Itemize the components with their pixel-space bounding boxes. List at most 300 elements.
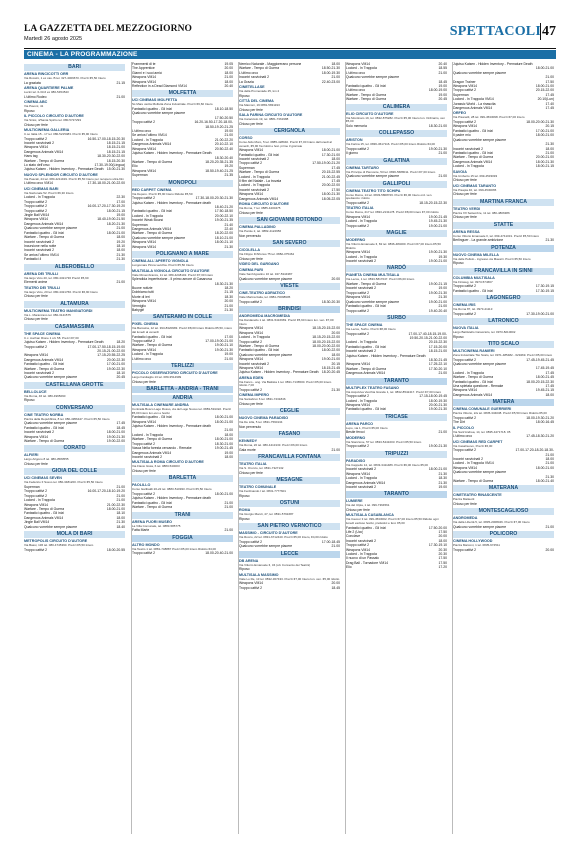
showtimes: 18.30-21.45 bbox=[428, 357, 447, 362]
film-title: Chiuso per ferie bbox=[239, 256, 263, 261]
showtimes bbox=[338, 122, 340, 126]
cinema-address: La Villa Comunale, tel. 0883-585775 bbox=[132, 523, 181, 528]
cinema-address: Via Roma, 7 tel. 0885-4200475 bbox=[239, 206, 281, 211]
cinema-address: Ss Mare uscita Molfetta Zona Industriale. Prezzi €6,60 Intero bbox=[132, 102, 213, 107]
film-title: Fantastici quattro - Gli inizi bbox=[453, 379, 493, 384]
showtimes: 19.00 bbox=[116, 213, 125, 218]
listings-column-4 bbox=[345, 62, 447, 834]
film-title: Warfare - Tempo di Guerra bbox=[453, 479, 494, 484]
film-title: Jujutsu Kaisen - Hidden Inventory - Premature death bbox=[132, 496, 211, 501]
film-title: Locked - In Trappola bbox=[346, 476, 377, 481]
showtime-row bbox=[132, 380, 233, 384]
showtimes: 16.20-16.50-17.20-18.00- bbox=[194, 120, 233, 125]
film-title: L'ultimo orco bbox=[453, 434, 473, 439]
showtimes bbox=[552, 502, 554, 506]
film-title: Solo memoria bbox=[346, 123, 367, 128]
city-heading: GIOIA DEL COLLE bbox=[24, 468, 125, 475]
film-title: Weapons VM14 bbox=[346, 214, 371, 219]
showtimes: 18.15-21.00 bbox=[428, 349, 447, 354]
showtime-row bbox=[239, 567, 340, 571]
film-title: Weapons VM14 bbox=[346, 547, 371, 552]
city-heading: ANDRIA bbox=[132, 395, 233, 402]
city-heading: GALATINA bbox=[346, 158, 447, 165]
film-title: Troppo cattivi 2 bbox=[132, 491, 156, 496]
film-title: Jingle Ball VM14 bbox=[24, 520, 50, 525]
city-heading: GALLIPOLI bbox=[346, 181, 447, 188]
showtimes: 18.15-21.15 bbox=[106, 149, 125, 154]
showtimes: 21.00 bbox=[545, 75, 554, 80]
cinema-name: UCI CINEMAS SEVEN bbox=[24, 476, 62, 481]
film-title: Weapons VM14 bbox=[24, 502, 49, 507]
film-title: Life 2 (Ucc) bbox=[346, 530, 364, 534]
cinema-name: CINE-TEATRO ADRIATICO bbox=[239, 291, 286, 296]
showtimes: 17.00-17.20-18.20-18.30- bbox=[515, 448, 554, 453]
showtimes: 17.50 bbox=[331, 187, 340, 192]
cinema-name: RED CARPET CINEMA bbox=[132, 187, 172, 192]
showtimes bbox=[338, 94, 340, 98]
film-title: Locked - In Trappola bbox=[346, 254, 377, 259]
cinema-name: ROMA bbox=[239, 508, 251, 513]
showtimes bbox=[338, 211, 340, 215]
film-title: Chiuso per ferie bbox=[239, 121, 263, 126]
cinema-name: NUOVO CINEMA MILELLA bbox=[453, 252, 499, 257]
cinema-address: Via Pavoni, 41 bbox=[24, 104, 44, 108]
publication-name: LA GAZZETTA DEL MEZZOGIORNO bbox=[24, 24, 193, 34]
cinema-address: Via Santabrun 6 tel. 0831-7231846 bbox=[239, 397, 286, 402]
film-title: L'ultimo Rodeo bbox=[24, 94, 47, 99]
showtimes: 18.00-21.00 bbox=[106, 230, 125, 235]
city-heading: FOGGIA bbox=[132, 535, 233, 542]
showtimes: 20.00-22.30 bbox=[106, 357, 125, 362]
listings-column-1 bbox=[24, 62, 125, 834]
city-heading: LECCE bbox=[239, 551, 340, 558]
film-title: Troppo cattivi 2 bbox=[346, 444, 370, 449]
film-title: Qualcuno vorrebbe sempre piacere bbox=[453, 470, 507, 475]
showtime-row bbox=[346, 565, 447, 569]
showtime-row bbox=[132, 551, 233, 555]
showtimes: 18.00-21.40 bbox=[535, 479, 554, 484]
city-heading: POLIGNANO A MARE bbox=[132, 251, 233, 258]
cinema-name: ARENA FUORI MUSEO bbox=[132, 519, 173, 524]
film-title: Una spietata questione - Remake bbox=[453, 383, 504, 388]
cinema-address: Via Roma 87, tel. 0973-21113 bbox=[453, 306, 493, 311]
section-title: SPETTACOLI bbox=[449, 24, 541, 39]
cinema-address: Via Pisanelli, 28 tel. 099-4533098. Prezzi €7,00 Intero bbox=[453, 115, 525, 120]
showtimes: 17.45 bbox=[331, 165, 340, 170]
film-title: Warfare - Tempo di Guerra bbox=[239, 343, 280, 348]
film-title: Fantastici quattro - Gli inizi bbox=[453, 288, 493, 293]
city-heading: TERLIZZI bbox=[132, 363, 233, 370]
showtimes: 17.30-19.00-21.00 bbox=[526, 311, 554, 316]
film-title: Jingle Ball VM14 bbox=[24, 213, 50, 218]
showtimes: 18.20-20.35-21.35 bbox=[205, 159, 233, 164]
city-heading: TITO SCALO bbox=[453, 341, 554, 348]
film-title: Weapons VM14 bbox=[453, 84, 478, 89]
film-title: Qualcuno vorrebbe sempre piacere bbox=[453, 525, 507, 530]
cinema-name: KENNEDY bbox=[239, 439, 258, 444]
cinema-address: Via Giorgio Manzi, 47, tel. 0831-5791687 bbox=[239, 512, 294, 517]
showtimes: 19.00-21.30 bbox=[214, 347, 233, 352]
cinema-address: Via del Ulpia, 1 tel. 099-7364561 bbox=[346, 503, 390, 508]
cinema-address: Via Pascali, 24 tel. 080-4211919. Prezzi €5,50 Intero per recupero ultra-film bbox=[24, 176, 124, 181]
film-title: The Apprentice bbox=[132, 66, 155, 71]
showtimes bbox=[123, 398, 125, 402]
film-title: Vasca Nella foresta cercando - Remake bbox=[132, 446, 192, 451]
showtimes: 22.30 bbox=[116, 195, 125, 200]
film-title: Dangerous Animals VM14 bbox=[132, 450, 172, 455]
showtime-row bbox=[453, 178, 554, 182]
showtime-row bbox=[132, 469, 233, 473]
film-title: Qualcuno vorrebbe sempre piacere bbox=[239, 276, 293, 281]
showtimes: 18.05-22.05 bbox=[321, 196, 340, 201]
showtimes: 17.00-21.00 bbox=[106, 362, 125, 367]
cinema-name: MASSIMO - CIRCUITO D'AUTORE bbox=[239, 531, 298, 536]
showtimes: 19.00-21.30 bbox=[428, 290, 447, 295]
film-title: Conclave bbox=[346, 534, 361, 539]
cinema-name: ARENA RINCICOTTI ORR bbox=[24, 72, 69, 76]
showtimes: 17.45 bbox=[545, 383, 554, 388]
film-title: Jujutsu Kaisen - Hidden Inventory - Premature Death bbox=[239, 370, 319, 375]
city-heading: SURBO bbox=[346, 315, 447, 322]
showtimes: 21.00 bbox=[224, 528, 233, 533]
film-title: Fantastici quattro - Gli inizi bbox=[239, 152, 279, 157]
film-title: Jujutsu Kaisen - Hidden Inventory - Premature death bbox=[132, 200, 211, 205]
showtimes: 17.00-17.40-18.15-19.00- bbox=[408, 331, 447, 336]
film-title: Troppo cattivi 2 bbox=[346, 394, 370, 399]
film-title: Qualcuno vorrebbe sempre piacere bbox=[239, 544, 293, 549]
showtimes bbox=[338, 257, 340, 261]
film-title: Superman bbox=[132, 173, 148, 178]
showtime-row bbox=[239, 234, 340, 238]
cinema-address: Viale Marina Italia, tel. 0884-70098905 bbox=[239, 295, 291, 300]
showtimes: 18.20 bbox=[116, 340, 125, 345]
cinema-address: Via Lecce, 1 tel. 0833-5817047. Prezzi €6,00 Intero bbox=[346, 277, 415, 282]
showtimes: 21.00 bbox=[224, 303, 233, 308]
showtimes: 18.00 bbox=[545, 392, 554, 397]
film-title: Weapons VM14 bbox=[346, 471, 371, 476]
issue-date: Martedì 26 agosto 2025 bbox=[24, 36, 83, 42]
city-heading: TRICASE bbox=[346, 414, 447, 421]
film-title: Babygirl bbox=[132, 308, 145, 313]
city-heading: OSTUNI bbox=[239, 500, 340, 507]
showtimes: 18.00-20.00-22.00 bbox=[312, 343, 340, 348]
film-title: Chiuso per ferie bbox=[24, 294, 48, 299]
showtimes bbox=[338, 471, 340, 475]
showtimes: 18.00-20.40-21.00 bbox=[205, 551, 233, 556]
cinema-address: Via Stanzione, 57 tel. 0833-5441003. Prezzi €5,50 Intero bbox=[346, 439, 422, 444]
showtimes: 17.45-18.30-21.20 bbox=[526, 434, 554, 439]
film-title: Qualcuno vorrebbe sempre piacere bbox=[239, 352, 293, 357]
showtimes: 18.10 bbox=[116, 243, 125, 248]
city-heading: POLICORO bbox=[453, 531, 554, 538]
film-title: Locked - In Trappola bbox=[239, 183, 270, 188]
cinema-name: ROMA CIRCUITO D'AUTORE bbox=[239, 202, 289, 207]
film-title: Locked - In Trappola bbox=[453, 164, 484, 169]
film-title: Troppo cattivi 2 bbox=[239, 299, 263, 304]
cinema-address: Via Acquiviva Vecchia Grande 1, tel. 0832-8542417. Prezzi €7,00 Intero bbox=[346, 389, 442, 394]
city-heading: CASAMASSIMA bbox=[24, 324, 125, 331]
film-title: Incontri ravvicinati 2 bbox=[24, 239, 54, 244]
cinema-name: CINE TEATRO NORBA bbox=[24, 412, 64, 417]
page-number: 47 bbox=[542, 24, 556, 39]
film-title: Troppo cattivi 2 bbox=[24, 199, 48, 204]
showtime-row bbox=[24, 462, 125, 466]
showtime-row bbox=[346, 371, 447, 375]
cinema-address: Via Marconi, 19 0881-5831193 bbox=[239, 103, 280, 108]
city-heading: TARANTO bbox=[346, 491, 447, 498]
film-title: Troppo cattivi 2 bbox=[453, 311, 477, 316]
city-heading: BARLETTA bbox=[132, 475, 233, 482]
film-title: Warfare - Tempo di Guerra bbox=[132, 159, 173, 164]
film-title: Dragon Trainer bbox=[453, 79, 476, 84]
film-title: Weapons VM14 bbox=[346, 402, 371, 407]
showtimes: 17.40 bbox=[545, 101, 554, 106]
film-title: Elementi anime bbox=[24, 280, 48, 285]
film-title: Warfare - Tempo di Guerra bbox=[132, 505, 173, 510]
film-title: Troppo cattivi 2 bbox=[346, 543, 370, 548]
film-title: Fantastici quattro - Gli inizi bbox=[239, 348, 279, 353]
cinema-address: Via Dardanello 1 tel. 0831-5416969. Prezzi €5,90 Intero lun. ven. €7,00 Intero bbox=[239, 318, 334, 326]
film-title: Troppo cattivi 2 bbox=[453, 448, 477, 453]
film-title: Troppo cattivi 2 bbox=[453, 415, 477, 420]
showtimes: 18.15-20.15-22.00 bbox=[312, 326, 340, 331]
showtimes: 18.40 bbox=[116, 524, 125, 529]
showtime-row bbox=[132, 84, 233, 88]
showtimes: 18.55 bbox=[438, 66, 447, 71]
cinema-address: Largo Battistello Caracciolo, tel. 0973-8210002 bbox=[453, 329, 516, 334]
city-heading: CALIMERA bbox=[346, 104, 447, 111]
cinema-name: ANDROMEDA bbox=[453, 516, 478, 521]
film-title: Qualcuno vorrebbe sempre piacere bbox=[453, 361, 507, 366]
showtimes bbox=[552, 215, 554, 219]
film-title: Weapons VM14 bbox=[346, 250, 371, 255]
film-title: Dangerous Animals VM14 bbox=[132, 142, 172, 147]
film-title: Weapons VM14 bbox=[239, 148, 264, 153]
cinema-name: CINEMA IMPERO bbox=[239, 393, 269, 398]
film-title: Locked - In Trappola bbox=[132, 432, 163, 437]
film-title: Fantastici quattro - Gli inizi bbox=[132, 107, 172, 112]
cinema-name: MODERNO bbox=[346, 238, 366, 243]
film-title: Riposo bbox=[24, 398, 35, 403]
showtimes: 20.15-22.55 bbox=[321, 170, 340, 175]
cinema-name: ARENA EDEN bbox=[239, 375, 264, 380]
cinema-name: CINEMA PALLADINO bbox=[239, 225, 276, 230]
film-title: Troppo cattivi 2 bbox=[453, 284, 477, 289]
cinema-address: Largo Fardiaglio 13 tel. 080-3514999 bbox=[132, 375, 182, 380]
film-title: Warfare - Tempo di Guerra bbox=[24, 235, 65, 240]
cinema-name: CINEMA TEATRO TITO SCHIPA bbox=[346, 188, 401, 193]
film-title: Frammenti di te bbox=[132, 62, 156, 66]
film-title: Chiuso per ferie bbox=[132, 379, 156, 384]
cinema-address: Via Sant'Andrea, 14, tel. 0835-4471718. 05 bbox=[453, 429, 511, 434]
showtimes: 17.50-19.00-21.20 bbox=[312, 161, 340, 166]
city-heading: SAN PIETRO VERNOTICO bbox=[239, 523, 340, 530]
film-title: Warfare - Tempo di Guerra bbox=[132, 437, 173, 442]
film-title: Splendida imperfezione - Il primo amore di Casanova bbox=[132, 277, 212, 282]
showtimes: 21.00 bbox=[438, 304, 447, 309]
showtimes: 17.30-18.00-20.30-21.30 bbox=[195, 196, 233, 201]
film-title: Incontri ravvicinati 2 bbox=[24, 248, 54, 253]
film-title: Non pervenuto bbox=[239, 424, 262, 429]
film-title: Incontri ravvicinati 2 bbox=[24, 370, 54, 375]
showtimes: 18.20-20.45 bbox=[321, 370, 340, 375]
film-title: Warfare - Tempo di Guerra bbox=[239, 170, 280, 175]
film-title: Weapons VM14 bbox=[453, 388, 478, 393]
showtimes: 19.50-20.15-21.00-22.00 bbox=[409, 335, 447, 340]
cinema-address: Corso Roma, 217 tel. 0833-2131178. Prezzi €8,00 Intero €7,00 ridotto bbox=[346, 210, 439, 215]
showtimes: 20.10-22.10 bbox=[214, 142, 233, 147]
cinema-address: Via Bassi, 136 tel. 080-4745390. Prezzi €5,50 Intero bbox=[24, 543, 94, 548]
showtimes: 18.00 bbox=[545, 146, 554, 151]
film-title: Fantastici quattro - Gli inizi bbox=[346, 304, 386, 309]
showtimes: 19.00-21.35 bbox=[214, 218, 233, 223]
cinema-address: Via Casalnuovo, Prezzi €6,00 bbox=[453, 443, 493, 448]
cinema-name: CITTÀ DEL CINEMA bbox=[239, 99, 274, 104]
cinema-address: Via Depero. Prezzi €5,90 Intero Ridotto €5,50 bbox=[132, 191, 193, 196]
showtime-row bbox=[132, 357, 233, 361]
showtimes: 21.30 bbox=[438, 295, 447, 300]
showtimes: 20.10(Lun) bbox=[537, 97, 554, 102]
film-title: Troppo cattivi 2 bbox=[24, 204, 48, 209]
film-title: Weapons VM14 bbox=[24, 353, 49, 358]
film-title: Hans tag bbox=[24, 154, 38, 159]
showtimes: 21.00 bbox=[224, 428, 233, 433]
showtimes: 21.00 bbox=[438, 70, 447, 75]
showtimes: 17.45-19.45-21.45 bbox=[526, 357, 554, 362]
cinema-address: Corso Roma, 14 tel. 0833-5808726. Prezzi €6,00 Intero ord. ven. spettacolo: ridotto bbox=[346, 192, 433, 201]
cinema-name: ARISTON bbox=[346, 138, 363, 143]
film-title: Troppo cattivi 2 bbox=[24, 547, 48, 552]
showtimes: 18.15-20.30 bbox=[106, 158, 125, 163]
cinema-address: Via Nazionale 52. Prezzi €6,30 Intero bbox=[24, 190, 74, 195]
cinema-address: Via Umberto 15 tel. 099-4533093 bbox=[453, 173, 498, 178]
film-title: Warfare - Tempo di Guerra bbox=[132, 343, 173, 348]
film-title: Troppo cattivi 2 bbox=[346, 308, 370, 313]
showtimes: 21.00 bbox=[224, 505, 233, 510]
film-title: Fantastici quattro - Gli inizi bbox=[24, 362, 64, 367]
showtimes: 18.00 bbox=[331, 157, 340, 162]
showtimes: 17.15-20.55-22.25 bbox=[97, 353, 125, 358]
film-title: Qualcuno vorrebbe sempre piacere bbox=[346, 299, 400, 304]
city-heading: ALBEROBELLO bbox=[24, 264, 125, 271]
film-title: Incontri ravvicinati 2 bbox=[346, 485, 376, 489]
showtimes: 19.00-21.45 bbox=[428, 214, 447, 219]
showtimes bbox=[123, 294, 125, 298]
film-title: Locked - In Trappola bbox=[132, 352, 163, 357]
showtimes: 17.00 bbox=[116, 199, 125, 204]
showtime-row bbox=[132, 505, 233, 509]
film-title: Dangerous Animals VM14 bbox=[453, 106, 493, 111]
showtimes: 18.00-20.15-22.00 bbox=[312, 339, 340, 344]
showtimes: 21.00 bbox=[545, 525, 554, 530]
showtimes bbox=[552, 192, 554, 196]
cinema-address: Via delle Pellolo - ingresso via Maestri. Prezzi €5,50 Intero bbox=[453, 256, 531, 261]
film-title: L'ultimo orco bbox=[346, 88, 366, 93]
cinema-name: PICCOLO OSSERVATORIO CIRCUITO D'AUTORE bbox=[132, 371, 218, 376]
film-title: L'ultimo orco VM14 bbox=[24, 181, 53, 186]
cinema-address: Via della Promenade 25, km 2 bbox=[239, 89, 280, 94]
cinema-address: Via Montinaro 19, tel. 0832-875282. Prezzi €5,00 Intero lun. Ordinario, ven €5,00 bbox=[346, 115, 446, 124]
showtimes: 21.00 bbox=[545, 150, 554, 155]
showtimes: 17.45-19.45 bbox=[535, 366, 554, 371]
film-title: Drag Ball - Tornadore VM14 bbox=[346, 560, 388, 565]
film-title: Chiuso per ferie bbox=[453, 178, 477, 183]
showtimes: 20.40 bbox=[224, 84, 233, 89]
cinema-address: Piazza della Repubblica, 8 tel. 080-4956447. Prezzi €5,50 Intero bbox=[24, 416, 110, 421]
showtime-row bbox=[239, 388, 340, 392]
film-title: Warfare - Tempo di Guerra bbox=[346, 97, 387, 102]
cinema-address: Via Finiweg, tel. 0973-574667 bbox=[453, 279, 493, 284]
cinema-name: MULTICINEMA RANIERI bbox=[453, 348, 495, 353]
city-heading: FRANCAVILLA FONTANA bbox=[239, 454, 340, 461]
showtimes bbox=[123, 109, 125, 113]
showtimes: 18.00-20.00-21.30 bbox=[526, 120, 554, 125]
showtimes: 18.30-21.00 bbox=[214, 441, 233, 446]
showtimes: 18.00-19.30 bbox=[321, 70, 340, 75]
city-heading: CORATO bbox=[24, 445, 125, 452]
cinema-name: PAOLILLO bbox=[132, 483, 151, 488]
cinema-address: Via Cappello 12, tel. 0833-3411486. Prezzi €6,00 Intero €5,00 bbox=[346, 462, 428, 467]
cinema-address: Corso Garibaldi 20-22 tel. 0883-510933. Prezzi €5,50 Intero bbox=[132, 487, 212, 492]
showtime-row bbox=[132, 173, 233, 177]
film-title: Troppo cattivi 2 bbox=[453, 88, 477, 93]
showtimes: 19.00-21.00 bbox=[428, 259, 447, 264]
showtimes: 18.00 bbox=[224, 70, 233, 75]
showtimes: 19.00-21.30 bbox=[428, 407, 447, 412]
showtimes: 18.15-21.45 bbox=[321, 365, 340, 370]
cinema-address: Via Principe di Piemonte, 53 tel. 0836-5688011. Prezzi €7,00 Intero bbox=[346, 169, 436, 174]
showtime-row bbox=[239, 108, 340, 112]
showtime-row bbox=[24, 257, 125, 261]
cinema-address: Lungomare Pinna vecchia. Prezzi €5,50 Intero bbox=[132, 263, 194, 267]
showtimes: 21.00 bbox=[224, 500, 233, 505]
showtime-row bbox=[346, 224, 447, 228]
showtimes bbox=[123, 123, 125, 127]
showtime-row bbox=[453, 393, 554, 397]
cinema-address: Contrada Bosco Lago Rosso, via del Lago Nuovo tel. 0883-591322. Prezzi €5,00 Intero lun-ven e festivi bbox=[132, 407, 232, 415]
cinema-address: Viale Lo Re, 13 tel. 0832-307433. Prezzi €7,00 Intero lun. ven. €5,00 ridotto bbox=[239, 576, 340, 581]
film-title: Vermiglio bbox=[132, 303, 146, 308]
cinema-address: Via Barosina, 12 tel. 393-8320983. Prezzi €8,00 Intero Ridotto €5,50, intero dal lunedì al venerdì bbox=[132, 326, 233, 335]
film-title: Gianni e i suoi amici bbox=[132, 70, 163, 75]
film-title: Locked - In Trappola bbox=[239, 335, 270, 340]
film-title: Locked - In Trappola bbox=[24, 195, 55, 200]
film-title: Gala morte bbox=[239, 447, 256, 452]
film-title: Fantastici quattro - Gli inizi bbox=[132, 415, 172, 420]
film-title: Warfare - Tempo di Guerra bbox=[24, 366, 65, 371]
showtime-row bbox=[346, 151, 447, 155]
showtimes: 17.30-19.15 bbox=[535, 288, 554, 293]
city-heading: BARLETTA - ANDRIA - TRANI bbox=[132, 386, 233, 393]
film-title: L'ultimo orco bbox=[132, 356, 152, 361]
city-heading: CASTELLANA GROTTE bbox=[24, 382, 125, 389]
film-title: Incontri ravvicinati 2 bbox=[239, 75, 269, 80]
showtime-row bbox=[132, 308, 233, 312]
showtimes: 22.40 bbox=[224, 226, 233, 231]
city-heading: TRANI bbox=[132, 512, 233, 519]
film-title: Chiuso per ferie bbox=[453, 502, 477, 507]
showtimes: 17.45 bbox=[545, 106, 554, 111]
film-title: Se arriva l'ultimo VM14 bbox=[24, 252, 59, 257]
film-title: Qualcuno vorrebbe sempre piacere bbox=[24, 375, 78, 380]
showtimes: 20.15-22.30 bbox=[428, 340, 447, 345]
showtimes bbox=[552, 178, 554, 182]
showtimes: 17.00-18.45 bbox=[321, 539, 340, 544]
film-title: Jujutsu Kaisen - Hidden Inventory - Premature Death bbox=[132, 151, 212, 156]
film-title: Troppo cattivi 2 bbox=[453, 120, 477, 125]
film-title: Dangerous Animals VM14 bbox=[24, 221, 64, 226]
cinema-address: Via L. Maranzano tel. 080-3141575 bbox=[24, 312, 71, 317]
